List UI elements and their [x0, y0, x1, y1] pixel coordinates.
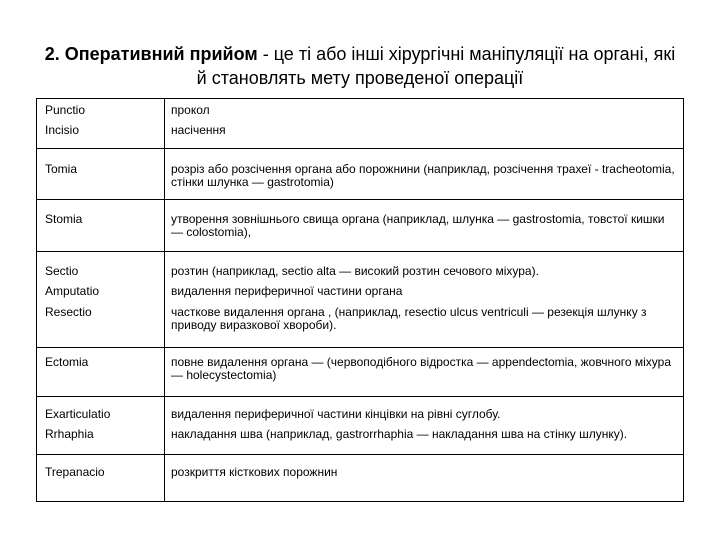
slide-title-rest: - це ті або інші хірургічні маніпуляції на органі, які й становлять мету проведеної операції: [196, 44, 676, 88]
term-resectio: Resectio: [45, 305, 92, 319]
term-sectio: Sectio: [45, 264, 79, 278]
definition-tomia: розріз або розсічення органа або порожнини (наприклад, розсічення трахеї - tracheotomia, стінки шлунка — gastrotomia): [171, 162, 675, 189]
row-divider: [37, 347, 683, 348]
definition-rrhaphia: накладання шва (наприклад, gastrorrhaphia — накладання шва на стінку шлунку).: [171, 427, 628, 441]
row-divider: [37, 396, 683, 397]
row-divider: [37, 251, 683, 252]
definition-amputatio: видалення периферичної частини органа: [171, 284, 403, 298]
slide-title-bold: 2. Оперативний прийом: [44, 44, 258, 64]
terms-table: [36, 98, 684, 502]
term-trepanacio: Trepanacio: [45, 465, 105, 479]
term-rrhaphia: Rrhaphia: [45, 427, 94, 441]
definition-resectio: часткове видалення органа , (наприклад, resectio ulcus ventriculi — резекція шлунку з приводу виразкової хвороби).: [171, 305, 647, 332]
row-divider: [37, 148, 683, 149]
term-stomia: Stomia: [45, 212, 83, 226]
term-incisio: Incisio: [45, 123, 80, 137]
term-exarticulatio: Exarticulatio: [45, 407, 111, 421]
row-divider: [37, 454, 683, 455]
row-divider: [37, 199, 683, 200]
definition-stomia: утворення зовнішнього свища органа (наприклад, шлунка — gastrostomia, товстої кишки — colostomia),: [171, 212, 665, 239]
term-amputatio: Amputatio: [45, 284, 100, 298]
definition-sectio: розтин (наприклад, sectio alta — високий розтин сечового міхура).: [171, 264, 539, 278]
definition-incisio: насічення: [171, 123, 226, 137]
column-divider: [164, 99, 165, 501]
definition-trepanacio: розкриття кісткових порожнин: [171, 465, 338, 479]
definition-exarticulatio: видалення периферичної частини кінцівки на рівні суглобу.: [171, 407, 501, 421]
term-tomia: Tomia: [45, 162, 78, 176]
definition-ectomia: повне видалення органа — (червоподібного відростка — appendectomia, жовчного міхура — holecystectomia): [171, 355, 671, 382]
slide-title: [40, 42, 680, 90]
term-punctio: Punctio: [45, 103, 86, 117]
definition-punctio: прокол: [171, 103, 210, 117]
term-ectomia: Ectomia: [45, 355, 89, 369]
